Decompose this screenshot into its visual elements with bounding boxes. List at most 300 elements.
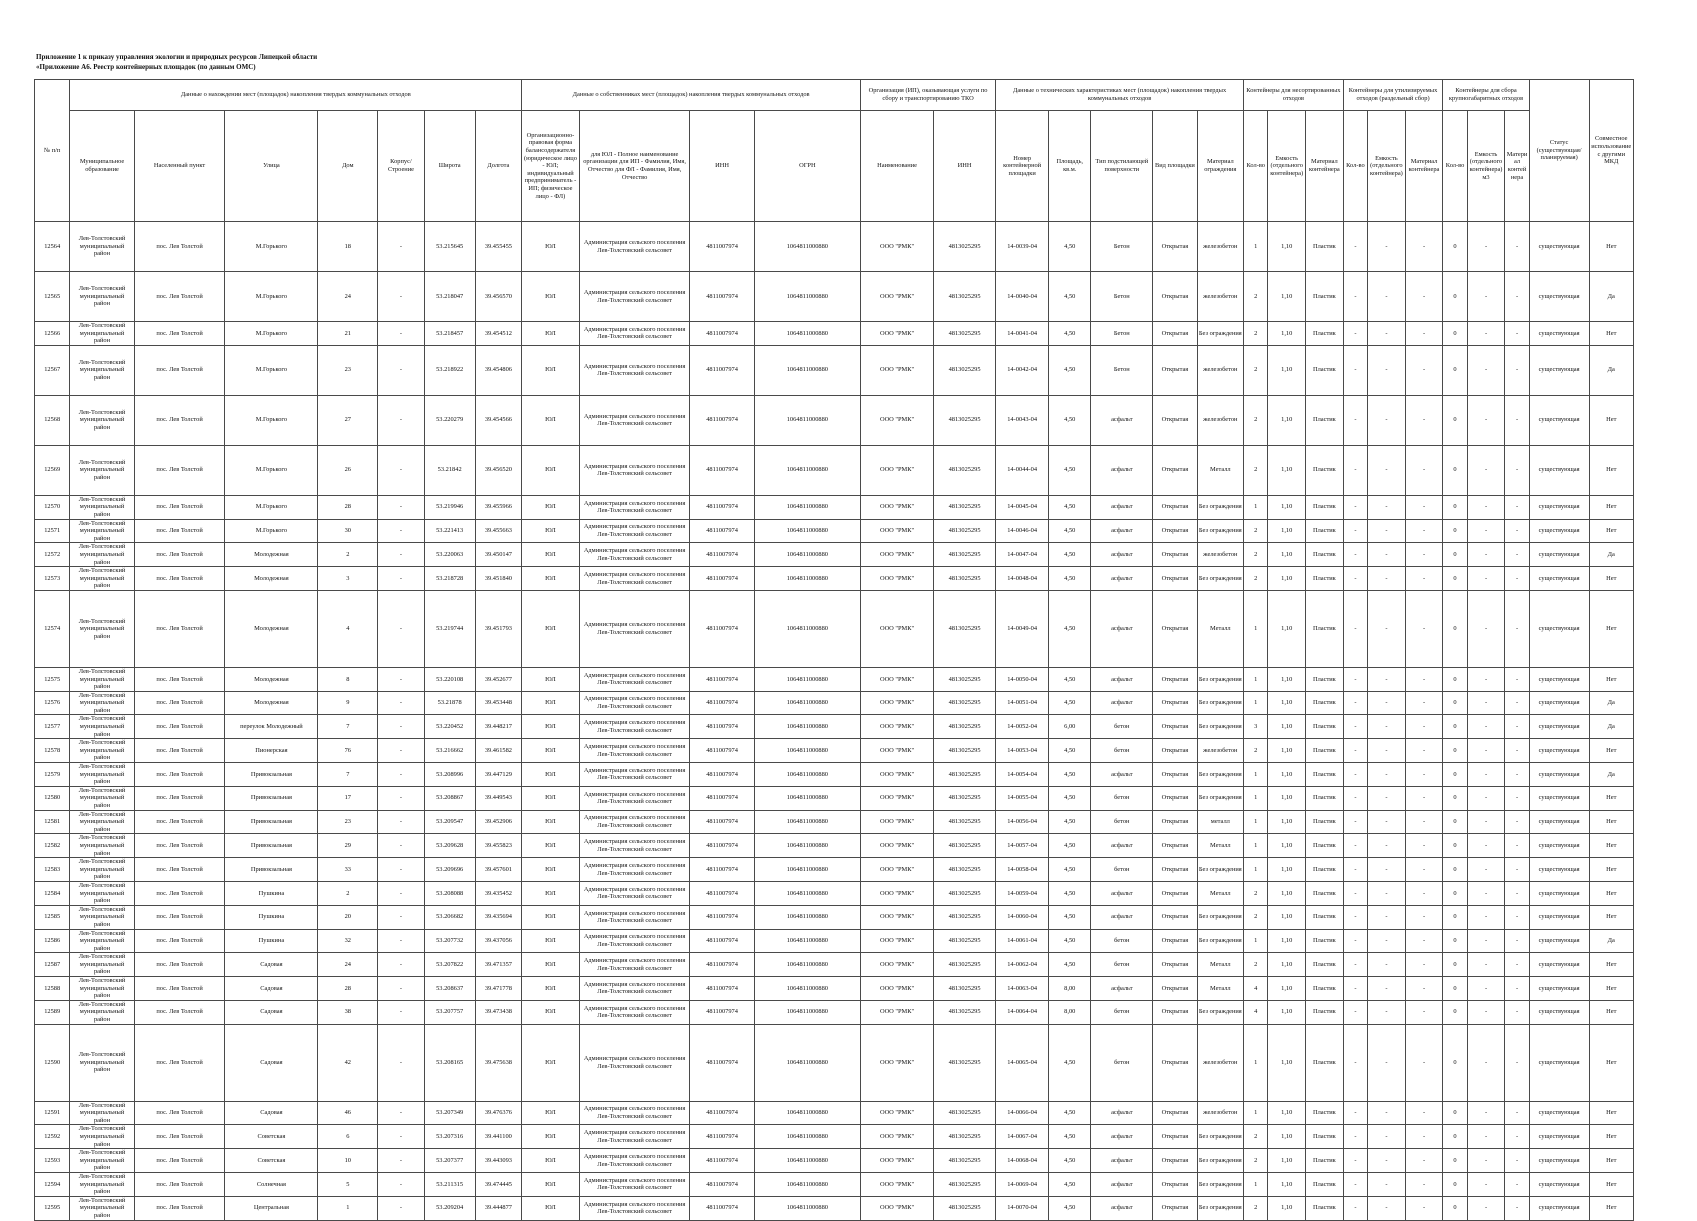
cell-shared: Нет — [1589, 834, 1634, 858]
cell-lon: 39.437056 — [475, 929, 522, 953]
cell-bulky-qty: 0 — [1443, 1172, 1467, 1196]
table-body — [35, 222, 1634, 1221]
cell-building: - — [378, 222, 425, 272]
cell-site-number: 14-0043-04 — [996, 395, 1049, 445]
cell-operator-name: ООО "РМК" — [861, 345, 934, 395]
cell-status: существующая — [1529, 222, 1589, 272]
cell-operator-inn: 4813025295 — [934, 445, 996, 495]
cell-owner-name: Администрация сельского поселения Лев-Толстовский сельсовет — [579, 858, 690, 882]
cell-recyclable-material: - — [1405, 1024, 1443, 1101]
cell-ogrn: 1064811000880 — [754, 1149, 860, 1173]
cell-shared: Нет — [1589, 881, 1634, 905]
cell-recyclable-capacity: - — [1368, 929, 1406, 953]
cell-unsorted-capacity: 1,10 — [1268, 715, 1306, 739]
cell-legal-form: ЮЛ — [522, 1101, 580, 1125]
cell-recyclable-capacity: - — [1368, 445, 1406, 495]
cell-site-number: 14-0053-04 — [996, 739, 1049, 763]
cell-surface: асфальт — [1091, 905, 1153, 929]
cell-num: 12584 — [35, 881, 70, 905]
cell-num: 12578 — [35, 739, 70, 763]
cell-site-number: 14-0046-04 — [996, 519, 1049, 543]
cell-ogrn: 1064811000880 — [754, 715, 860, 739]
cell-fence: Металл — [1197, 977, 1244, 1001]
cell-legal-form: ЮЛ — [522, 1149, 580, 1173]
col-operator-name: Наименование — [861, 111, 934, 222]
cell-operator-name: ООО "РМК" — [861, 567, 934, 591]
cell-inn: 4811007974 — [690, 834, 754, 858]
cell-site-number: 14-0070-04 — [996, 1196, 1049, 1220]
cell-inn: 4811007974 — [690, 905, 754, 929]
table-row — [35, 590, 1634, 667]
cell-legal-form: ЮЛ — [522, 929, 580, 953]
cell-municipality: Лев-Толстовский муниципальный район — [70, 222, 134, 272]
cell-area: 4,50 — [1049, 345, 1091, 395]
cell-inn: 4811007974 — [690, 739, 754, 763]
cell-owner-name: Администрация сельского поселения Лев-Толстовский сельсовет — [579, 222, 690, 272]
cell-unsorted-material: Пластик — [1306, 834, 1344, 858]
cell-house: 28 — [318, 977, 378, 1001]
cell-shared: Нет — [1589, 1149, 1634, 1173]
cell-lon: 39.443093 — [475, 1149, 522, 1173]
cell-legal-form: ЮЛ — [522, 395, 580, 445]
cell-ogrn: 1064811000880 — [754, 905, 860, 929]
cell-num: 12565 — [35, 272, 70, 322]
cell-operator-name: ООО "РМК" — [861, 590, 934, 667]
cell-legal-form: ЮЛ — [522, 953, 580, 977]
cell-operator-inn: 4813025295 — [934, 667, 996, 691]
cell-surface: асфальт — [1091, 667, 1153, 691]
cell-bulky-material: - — [1505, 1101, 1529, 1125]
cell-bulky-capacity: - — [1467, 567, 1505, 591]
cell-legal-form: ЮЛ — [522, 834, 580, 858]
cell-municipality: Лев-Толстовский муниципальный район — [70, 1101, 134, 1125]
table-row — [35, 905, 1634, 929]
cell-legal-form: ЮЛ — [522, 345, 580, 395]
cell-municipality: Лев-Толстовский муниципальный район — [70, 739, 134, 763]
cell-owner-name: Администрация сельского поселения Лев-Толстовский сельсовет — [579, 810, 690, 834]
cell-area: 4,50 — [1049, 667, 1091, 691]
cell-fence: Без ограждения — [1197, 1000, 1244, 1024]
cell-owner-name: Администрация сельского поселения Лев-Толстовский сельсовет — [579, 543, 690, 567]
cell-municipality: Лев-Толстовский муниципальный район — [70, 445, 134, 495]
cell-bulky-material: - — [1505, 272, 1529, 322]
cell-street: М.Горького — [225, 272, 318, 322]
cell-site-type: Открытая — [1153, 834, 1197, 858]
cell-street: Привокзальная — [225, 858, 318, 882]
cell-unsorted-qty: 1 — [1244, 691, 1268, 715]
cell-operator-inn: 4813025295 — [934, 691, 996, 715]
cell-street: переулок Молодежный — [225, 715, 318, 739]
cell-municipality: Лев-Толстовский муниципальный район — [70, 977, 134, 1001]
cell-street: М.Горького — [225, 222, 318, 272]
cell-recyclable-material: - — [1405, 1149, 1443, 1173]
cell-building: - — [378, 691, 425, 715]
cell-street: Садовая — [225, 953, 318, 977]
cell-lon: 39.471357 — [475, 953, 522, 977]
cell-unsorted-qty: 2 — [1244, 953, 1268, 977]
cell-inn: 4811007974 — [690, 445, 754, 495]
cell-fence: Металл — [1197, 445, 1244, 495]
cell-area: 4,50 — [1049, 691, 1091, 715]
cell-operator-name: ООО "РМК" — [861, 810, 934, 834]
cell-surface: Бетон — [1091, 322, 1153, 346]
cell-unsorted-qty: 1 — [1244, 667, 1268, 691]
cell-bulky-capacity: - — [1467, 929, 1505, 953]
cell-recyclable-qty: - — [1343, 667, 1367, 691]
cell-shared: Нет — [1589, 786, 1634, 810]
cell-area: 6,00 — [1049, 715, 1091, 739]
cell-fence: Без ограждения — [1197, 322, 1244, 346]
col-site-number: Номер контейнерной площадки — [996, 111, 1049, 222]
cell-lat: 53.209628 — [424, 834, 475, 858]
cell-num: 12587 — [35, 953, 70, 977]
cell-surface: асфальт — [1091, 543, 1153, 567]
cell-ogrn: 1064811000880 — [754, 953, 860, 977]
table-row — [35, 1125, 1634, 1149]
cell-shared: Нет — [1589, 519, 1634, 543]
cell-house: 8 — [318, 667, 378, 691]
cell-unsorted-material: Пластик — [1306, 1125, 1344, 1149]
cell-site-number: 14-0040-04 — [996, 272, 1049, 322]
cell-surface: Бетон — [1091, 272, 1153, 322]
cell-operator-name: ООО "РМК" — [861, 715, 934, 739]
col-site-type: Вид площадки — [1153, 111, 1197, 222]
cell-owner-name: Администрация сельского поселения Лев-Толстовский сельсовет — [579, 763, 690, 787]
cell-unsorted-qty: 2 — [1244, 1125, 1268, 1149]
cell-bulky-material: - — [1505, 519, 1529, 543]
col-lat: Широта — [424, 111, 475, 222]
cell-shared: Нет — [1589, 222, 1634, 272]
cell-fence: Металл — [1197, 953, 1244, 977]
cell-unsorted-material: Пластик — [1306, 881, 1344, 905]
cell-bulky-capacity: - — [1467, 667, 1505, 691]
cell-house: 76 — [318, 739, 378, 763]
cell-bulky-qty: 0 — [1443, 858, 1467, 882]
cell-bulky-capacity: - — [1467, 858, 1505, 882]
cell-house: 17 — [318, 786, 378, 810]
cell-settlement: пос. Лев Толстой — [134, 739, 225, 763]
cell-house: 9 — [318, 691, 378, 715]
cell-legal-form: ЮЛ — [522, 691, 580, 715]
cell-unsorted-capacity: 1,10 — [1268, 272, 1306, 322]
cell-operator-name: ООО "РМК" — [861, 272, 934, 322]
cell-surface: асфальт — [1091, 691, 1153, 715]
cell-site-type: Открытая — [1153, 543, 1197, 567]
cell-bulky-material: - — [1505, 590, 1529, 667]
cell-lon: 39.455966 — [475, 495, 522, 519]
cell-building: - — [378, 1000, 425, 1024]
cell-unsorted-material: Пластик — [1306, 222, 1344, 272]
cell-recyclable-material: - — [1405, 543, 1443, 567]
cell-unsorted-material: Пластик — [1306, 543, 1344, 567]
cell-area: 4,50 — [1049, 834, 1091, 858]
cell-recyclable-capacity: - — [1368, 519, 1406, 543]
cell-status: существующая — [1529, 953, 1589, 977]
cell-recyclable-qty: - — [1343, 953, 1367, 977]
cell-unsorted-qty: 2 — [1244, 905, 1268, 929]
cell-status: существующая — [1529, 881, 1589, 905]
cell-num: 12577 — [35, 715, 70, 739]
cell-bulky-material: - — [1505, 1172, 1529, 1196]
cell-bulky-capacity: - — [1467, 1000, 1505, 1024]
cell-num: 12583 — [35, 858, 70, 882]
col-num: № п/п — [35, 80, 70, 222]
cell-inn: 4811007974 — [690, 858, 754, 882]
cell-unsorted-qty: 4 — [1244, 1000, 1268, 1024]
cell-fence: Без ограждения — [1197, 1125, 1244, 1149]
cell-recyclable-qty: - — [1343, 322, 1367, 346]
col-inn: ИНН — [690, 111, 754, 222]
cell-municipality: Лев-Толстовский муниципальный район — [70, 905, 134, 929]
cell-building: - — [378, 953, 425, 977]
cell-lat: 53.219744 — [424, 590, 475, 667]
cell-building: - — [378, 1101, 425, 1125]
cell-settlement: пос. Лев Толстой — [134, 567, 225, 591]
cell-unsorted-capacity: 1,10 — [1268, 834, 1306, 858]
cell-site-type: Открытая — [1153, 590, 1197, 667]
cell-unsorted-material: Пластик — [1306, 395, 1344, 445]
cell-recyclable-material: - — [1405, 1125, 1443, 1149]
cell-recyclable-capacity: - — [1368, 834, 1406, 858]
cell-unsorted-capacity: 1,10 — [1268, 1101, 1306, 1125]
cell-fence: Без ограждения — [1197, 858, 1244, 882]
cell-settlement: пос. Лев Толстой — [134, 395, 225, 445]
cell-settlement: пос. Лев Толстой — [134, 519, 225, 543]
cell-municipality: Лев-Толстовский муниципальный район — [70, 519, 134, 543]
cell-street: Молодежная — [225, 667, 318, 691]
cell-site-type: Открытая — [1153, 1101, 1197, 1125]
cell-site-number: 14-0041-04 — [996, 322, 1049, 346]
cell-house: 24 — [318, 272, 378, 322]
cell-building: - — [378, 1125, 425, 1149]
table-row — [35, 929, 1634, 953]
cell-house: 29 — [318, 834, 378, 858]
cell-house: 28 — [318, 495, 378, 519]
cell-bulky-qty: 0 — [1443, 763, 1467, 787]
cell-legal-form: ЮЛ — [522, 905, 580, 929]
cell-ogrn: 1064811000880 — [754, 590, 860, 667]
cell-inn: 4811007974 — [690, 881, 754, 905]
cell-inn: 4811007974 — [690, 1196, 754, 1220]
cell-area: 4,50 — [1049, 395, 1091, 445]
cell-legal-form: ЮЛ — [522, 222, 580, 272]
cell-shared: Да — [1589, 929, 1634, 953]
cell-unsorted-material: Пластик — [1306, 786, 1344, 810]
col-bulky-qty: Кол-во — [1443, 111, 1467, 222]
cell-surface: асфальт — [1091, 445, 1153, 495]
cell-lat: 53.218728 — [424, 567, 475, 591]
cell-fence: Без ограждения — [1197, 691, 1244, 715]
cell-ogrn: 1064811000880 — [754, 810, 860, 834]
cell-surface: бетон — [1091, 810, 1153, 834]
cell-bulky-material: - — [1505, 495, 1529, 519]
cell-inn: 4811007974 — [690, 1125, 754, 1149]
cell-operator-name: ООО "РМК" — [861, 1149, 934, 1173]
table-row — [35, 739, 1634, 763]
cell-building: - — [378, 567, 425, 591]
cell-bulky-qty: 0 — [1443, 543, 1467, 567]
cell-unsorted-qty: 1 — [1244, 858, 1268, 882]
cell-operator-inn: 4813025295 — [934, 567, 996, 591]
cell-bulky-qty: 0 — [1443, 345, 1467, 395]
cell-ogrn: 1064811000880 — [754, 1125, 860, 1149]
cell-lat: 53.208165 — [424, 1024, 475, 1101]
cell-bulky-qty: 0 — [1443, 667, 1467, 691]
cell-building: - — [378, 1172, 425, 1196]
cell-surface: асфальт — [1091, 1172, 1153, 1196]
cell-operator-inn: 4813025295 — [934, 1125, 996, 1149]
cell-lat: 53.21878 — [424, 691, 475, 715]
cell-owner-name: Администрация сельского поселения Лев-Толстовский сельсовет — [579, 739, 690, 763]
cell-unsorted-capacity: 1,10 — [1268, 543, 1306, 567]
cell-lon: 39.452677 — [475, 667, 522, 691]
cell-unsorted-material: Пластик — [1306, 953, 1344, 977]
col-status: Статус (существующая/планируемая) — [1529, 80, 1589, 222]
cell-bulky-capacity: - — [1467, 1125, 1505, 1149]
cell-settlement: пос. Лев Толстой — [134, 786, 225, 810]
cell-recyclable-qty: - — [1343, 810, 1367, 834]
cell-bulky-capacity: - — [1467, 763, 1505, 787]
cell-unsorted-material: Пластик — [1306, 445, 1344, 495]
cell-bulky-capacity: - — [1467, 272, 1505, 322]
cell-recyclable-qty: - — [1343, 739, 1367, 763]
cell-settlement: пос. Лев Толстой — [134, 1000, 225, 1024]
cell-operator-inn: 4813025295 — [934, 590, 996, 667]
cell-legal-form: ЮЛ — [522, 1196, 580, 1220]
cell-operator-inn: 4813025295 — [934, 345, 996, 395]
cell-operator-inn: 4813025295 — [934, 1000, 996, 1024]
cell-recyclable-qty: - — [1343, 567, 1367, 591]
cell-bulky-capacity: - — [1467, 1172, 1505, 1196]
cell-recyclable-qty: - — [1343, 519, 1367, 543]
cell-building: - — [378, 881, 425, 905]
cell-area: 4,50 — [1049, 445, 1091, 495]
cell-bulky-qty: 0 — [1443, 1000, 1467, 1024]
col-fence: Материал ограждения — [1197, 111, 1244, 222]
cell-lon: 39.452906 — [475, 810, 522, 834]
cell-settlement: пос. Лев Толстой — [134, 905, 225, 929]
cell-building: - — [378, 395, 425, 445]
cell-recyclable-qty: - — [1343, 1101, 1367, 1125]
cell-settlement: пос. Лев Толстой — [134, 810, 225, 834]
cell-surface: асфальт — [1091, 834, 1153, 858]
cell-building: - — [378, 543, 425, 567]
cell-lat: 53.21842 — [424, 445, 475, 495]
cell-inn: 4811007974 — [690, 1149, 754, 1173]
cell-unsorted-capacity: 1,10 — [1268, 345, 1306, 395]
cell-fence: Без ограждения — [1197, 519, 1244, 543]
cell-lon: 39.455823 — [475, 834, 522, 858]
cell-ogrn: 1064811000880 — [754, 1101, 860, 1125]
cell-surface: асфальт — [1091, 1125, 1153, 1149]
cell-fence: Металл — [1197, 881, 1244, 905]
cell-recyclable-material: - — [1405, 445, 1443, 495]
cell-area: 4,50 — [1049, 543, 1091, 567]
cell-unsorted-material: Пластик — [1306, 519, 1344, 543]
cell-lon: 39.444877 — [475, 1196, 522, 1220]
cell-bulky-qty: 0 — [1443, 1024, 1467, 1101]
cell-recyclable-capacity: - — [1368, 715, 1406, 739]
cell-fence: железобетон — [1197, 345, 1244, 395]
cell-settlement: пос. Лев Толстой — [134, 667, 225, 691]
cell-recyclable-qty: - — [1343, 1024, 1367, 1101]
cell-status: существующая — [1529, 1172, 1589, 1196]
cell-operator-name: ООО "РМК" — [861, 858, 934, 882]
cell-unsorted-capacity: 1,10 — [1268, 1125, 1306, 1149]
cell-recyclable-capacity: - — [1368, 1024, 1406, 1101]
table-row — [35, 272, 1634, 322]
cell-unsorted-capacity: 1,10 — [1268, 810, 1306, 834]
cell-site-number: 14-0064-04 — [996, 1000, 1049, 1024]
cell-unsorted-capacity: 1,10 — [1268, 322, 1306, 346]
cell-recyclable-material: - — [1405, 1000, 1443, 1024]
cell-operator-name: ООО "РМК" — [861, 1000, 934, 1024]
cell-ogrn: 1064811000880 — [754, 929, 860, 953]
cell-unsorted-capacity: 1,10 — [1268, 445, 1306, 495]
cell-area: 4,50 — [1049, 1149, 1091, 1173]
cell-status: существующая — [1529, 739, 1589, 763]
group-operator: Организация (ИП), оказывающая услуги по сбору и транспортированию ТКО — [861, 80, 996, 111]
cell-lon: 39.454806 — [475, 345, 522, 395]
cell-owner-name: Администрация сельского поселения Лев-Толстовский сельсовет — [579, 445, 690, 495]
cell-owner-name: Администрация сельского поселения Лев-Толстовский сельсовет — [579, 1024, 690, 1101]
cell-site-type: Открытая — [1153, 1172, 1197, 1196]
cell-owner-name: Администрация сельского поселения Лев-Толстовский сельсовет — [579, 272, 690, 322]
cell-ogrn: 1064811000880 — [754, 763, 860, 787]
cell-status: существующая — [1529, 977, 1589, 1001]
cell-owner-name: Администрация сельского поселения Лев-Толстовский сельсовет — [579, 667, 690, 691]
cell-unsorted-material: Пластик — [1306, 905, 1344, 929]
cell-lat: 53.208088 — [424, 881, 475, 905]
cell-bulky-material: - — [1505, 322, 1529, 346]
cell-owner-name: Администрация сельского поселения Лев-Толстовский сельсовет — [579, 834, 690, 858]
cell-municipality: Лев-Толстовский муниципальный район — [70, 567, 134, 591]
cell-area: 4,50 — [1049, 495, 1091, 519]
cell-surface: асфальт — [1091, 590, 1153, 667]
col-lon: Долгота — [475, 111, 522, 222]
cell-site-type: Открытая — [1153, 929, 1197, 953]
cell-settlement: пос. Лев Толстой — [134, 1172, 225, 1196]
cell-inn: 4811007974 — [690, 667, 754, 691]
cell-recyclable-qty: - — [1343, 445, 1367, 495]
cell-status: существующая — [1529, 905, 1589, 929]
cell-shared: Да — [1589, 763, 1634, 787]
cell-num: 12592 — [35, 1125, 70, 1149]
cell-status: существующая — [1529, 1149, 1589, 1173]
table-row — [35, 345, 1634, 395]
cell-recyclable-capacity: - — [1368, 543, 1406, 567]
cell-operator-inn: 4813025295 — [934, 1172, 996, 1196]
cell-inn: 4811007974 — [690, 395, 754, 445]
cell-bulky-material: - — [1505, 1024, 1529, 1101]
cell-bulky-material: - — [1505, 834, 1529, 858]
cell-bulky-qty: 0 — [1443, 445, 1467, 495]
cell-ogrn: 1064811000880 — [754, 691, 860, 715]
cell-recyclable-capacity: - — [1368, 590, 1406, 667]
cell-fence: Без ограждения — [1197, 715, 1244, 739]
cell-bulky-material: - — [1505, 543, 1529, 567]
cell-lon: 39.448217 — [475, 715, 522, 739]
cell-building: - — [378, 495, 425, 519]
cell-bulky-qty: 0 — [1443, 495, 1467, 519]
cell-bulky-material: - — [1505, 222, 1529, 272]
cell-house: 46 — [318, 1101, 378, 1125]
cell-surface: Бетон — [1091, 222, 1153, 272]
cell-house: 20 — [318, 905, 378, 929]
cell-inn: 4811007974 — [690, 691, 754, 715]
cell-street: Молодежная — [225, 590, 318, 667]
cell-legal-form: ЮЛ — [522, 763, 580, 787]
